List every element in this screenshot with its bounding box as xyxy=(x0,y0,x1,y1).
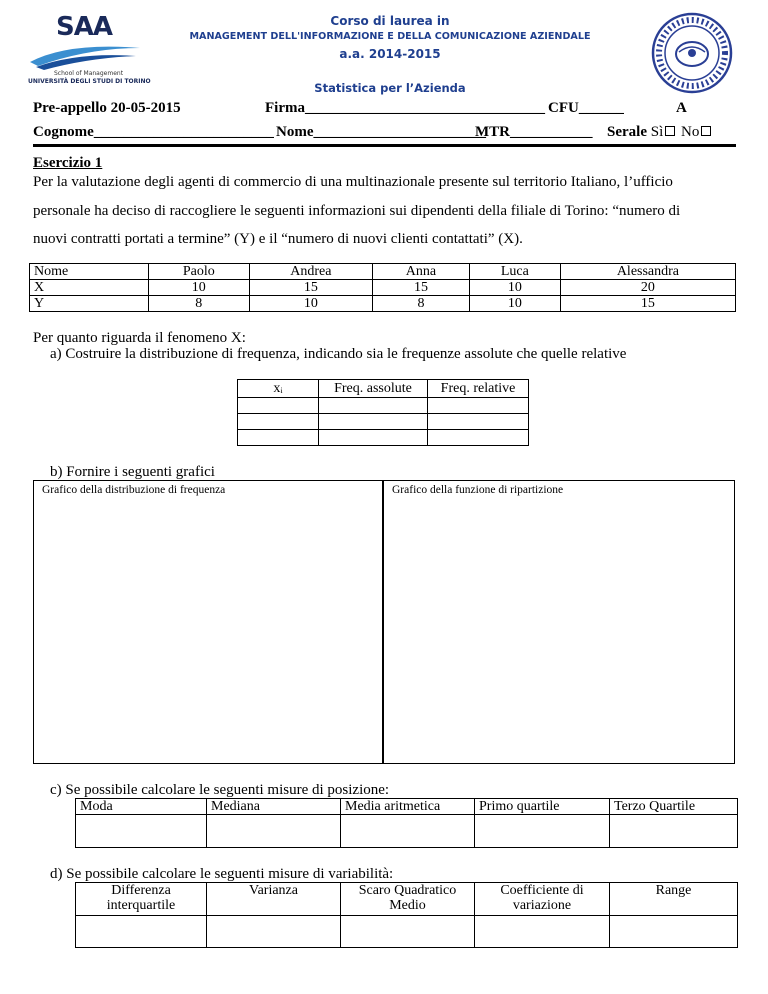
table-cell[interactable] xyxy=(341,916,475,948)
table-header-cell: Mediana xyxy=(207,799,341,815)
data-table xyxy=(29,263,736,312)
table-header-cell: Freq. assolute xyxy=(319,380,428,398)
frequency-graph-label: Grafico della distribuzione di frequenza xyxy=(42,484,226,496)
table-header-cell: Range xyxy=(610,883,738,916)
table-cell: 10 xyxy=(249,296,373,312)
table-cell: 8 xyxy=(373,296,470,312)
table-cell[interactable] xyxy=(319,398,428,414)
table-row[interactable] xyxy=(76,916,738,948)
table-cell: 10 xyxy=(469,280,560,296)
question-d: d) Se possibile calcolare le seguenti misure di variabilità: xyxy=(50,866,394,882)
table-cell: 10 xyxy=(149,280,250,296)
table-cell[interactable] xyxy=(238,430,319,446)
table-cell[interactable] xyxy=(610,916,738,948)
table-row xyxy=(76,799,738,815)
serale-choice xyxy=(607,124,713,141)
table-row xyxy=(30,296,736,312)
table-cell[interactable] xyxy=(475,815,610,848)
phenomenon-text: Per quanto riguarda il fenomeno X: xyxy=(33,330,246,346)
subject-title: Statistica per l’Azienda xyxy=(314,81,466,95)
table-row xyxy=(76,883,738,916)
position-measures-table[interactable] xyxy=(75,798,738,848)
table-header-cell: Freq. relative xyxy=(428,380,529,398)
university-seal-icon xyxy=(651,12,733,94)
table-cell: 10 xyxy=(469,296,560,312)
table-row[interactable] xyxy=(238,398,529,414)
table-cell[interactable] xyxy=(207,916,341,948)
table-cell: 15 xyxy=(560,296,735,312)
question-b: b) Fornire i seguenti grafici xyxy=(50,464,215,480)
question-c: c) Se possibile calcolare le seguenti misure di posizione: xyxy=(50,782,390,798)
table-cell: Andrea xyxy=(249,264,373,280)
mtr-field[interactable]: MTR___________ xyxy=(475,124,593,140)
table-cell[interactable] xyxy=(238,414,319,430)
table-cell: 15 xyxy=(249,280,373,296)
table-header-cell: Terzo Quartile xyxy=(610,799,738,815)
table-row[interactable] xyxy=(238,414,529,430)
table-header-cell: Primo quartile xyxy=(475,799,610,815)
academic-year: a.a. 2014-2015 xyxy=(339,47,441,61)
table-row xyxy=(30,280,736,296)
table-cell: 15 xyxy=(373,280,470,296)
table-header-cell: xᵢ xyxy=(238,380,319,398)
course-name: MANAGEMENT DELL'INFORMAZIONE E DELLA COMUNICAZIONE AZIENDALE xyxy=(189,31,591,42)
distribution-function-graph-box[interactable] xyxy=(383,480,735,764)
university-logo xyxy=(28,12,151,90)
table-cell: Y xyxy=(30,296,149,312)
table-cell[interactable] xyxy=(428,414,529,430)
table-cell[interactable] xyxy=(341,815,475,848)
table-cell[interactable] xyxy=(76,815,207,848)
table-cell: Luca xyxy=(469,264,560,280)
table-cell: Alessandra xyxy=(560,264,735,280)
table-cell: 8 xyxy=(149,296,250,312)
si-label: Sì xyxy=(650,124,664,140)
exam-title: Pre-appello 20-05-2015 xyxy=(33,100,181,116)
table-cell[interactable] xyxy=(76,916,207,948)
logo-swoosh-icon xyxy=(28,40,143,70)
table-cell[interactable] xyxy=(238,398,319,414)
table-cell[interactable] xyxy=(428,398,529,414)
frequency-table[interactable] xyxy=(237,379,529,446)
exercise-title: Esercizio 1 xyxy=(33,155,103,171)
serale-label: Serale xyxy=(607,124,647,140)
table-header-cell: Scaro Quadratico Medio xyxy=(341,883,475,916)
nome-field[interactable]: Nome_______________________ xyxy=(276,124,486,140)
intro-line-1: Per la valutazione degli agenti di commercio di una multinazionale presente sul territorio Italiano, l’ufficio xyxy=(33,174,673,190)
table-row xyxy=(238,380,529,398)
table-cell: Anna xyxy=(373,264,470,280)
intro-line-2: personale ha deciso di raccogliere le seguenti informazioni sui dipendenti della filiale di Torino: “numero di xyxy=(33,203,681,219)
table-cell[interactable] xyxy=(319,414,428,430)
table-cell[interactable] xyxy=(610,815,738,848)
table-cell: 20 xyxy=(560,280,735,296)
variability-measures-table[interactable] xyxy=(75,882,738,948)
intro-line-3: nuovi contratti portati a termine” (Y) e il “numero di nuovi clienti contattati” (X). xyxy=(33,231,523,247)
exam-version: A xyxy=(676,100,687,116)
table-header-cell: Media aritmetica xyxy=(341,799,475,815)
table-row[interactable] xyxy=(76,815,738,848)
no-checkbox[interactable] xyxy=(701,126,711,136)
logo-text: SAA xyxy=(56,12,112,42)
course-label: Corso di laurea in xyxy=(330,14,450,28)
firma-field[interactable]: Firma________________________________ xyxy=(265,100,545,116)
table-cell: Paolo xyxy=(149,264,250,280)
cfu-field[interactable]: CFU______ xyxy=(548,100,624,116)
table-cell: X xyxy=(30,280,149,296)
table-header-cell: Differenza interquartile xyxy=(76,883,207,916)
table-header-cell: Varianza xyxy=(207,883,341,916)
si-checkbox[interactable] xyxy=(665,126,675,136)
table-cell[interactable] xyxy=(319,430,428,446)
table-header-cell: Moda xyxy=(76,799,207,815)
distribution-function-graph-label: Grafico della funzione di ripartizione xyxy=(392,484,564,496)
table-cell[interactable] xyxy=(475,916,610,948)
logo-sub2: UNIVERSITÀ DEGLI STUDI DI TORINO xyxy=(28,78,151,85)
cognome-field[interactable]: Cognome________________________ xyxy=(33,124,274,140)
frequency-graph-box[interactable] xyxy=(33,480,383,764)
no-label: No xyxy=(681,124,700,140)
table-row xyxy=(30,264,736,280)
logo-sub1: School of Management xyxy=(54,70,124,77)
table-cell[interactable] xyxy=(207,815,341,848)
table-header-cell: Coefficiente di variazione xyxy=(475,883,610,916)
table-cell[interactable] xyxy=(428,430,529,446)
header-divider xyxy=(33,144,736,147)
question-a: a) Costruire la distribuzione di frequenza, indicando sia le frequenze assolute che quelle relative xyxy=(50,346,627,362)
table-row[interactable] xyxy=(238,430,529,446)
table-cell: Nome xyxy=(30,264,149,280)
